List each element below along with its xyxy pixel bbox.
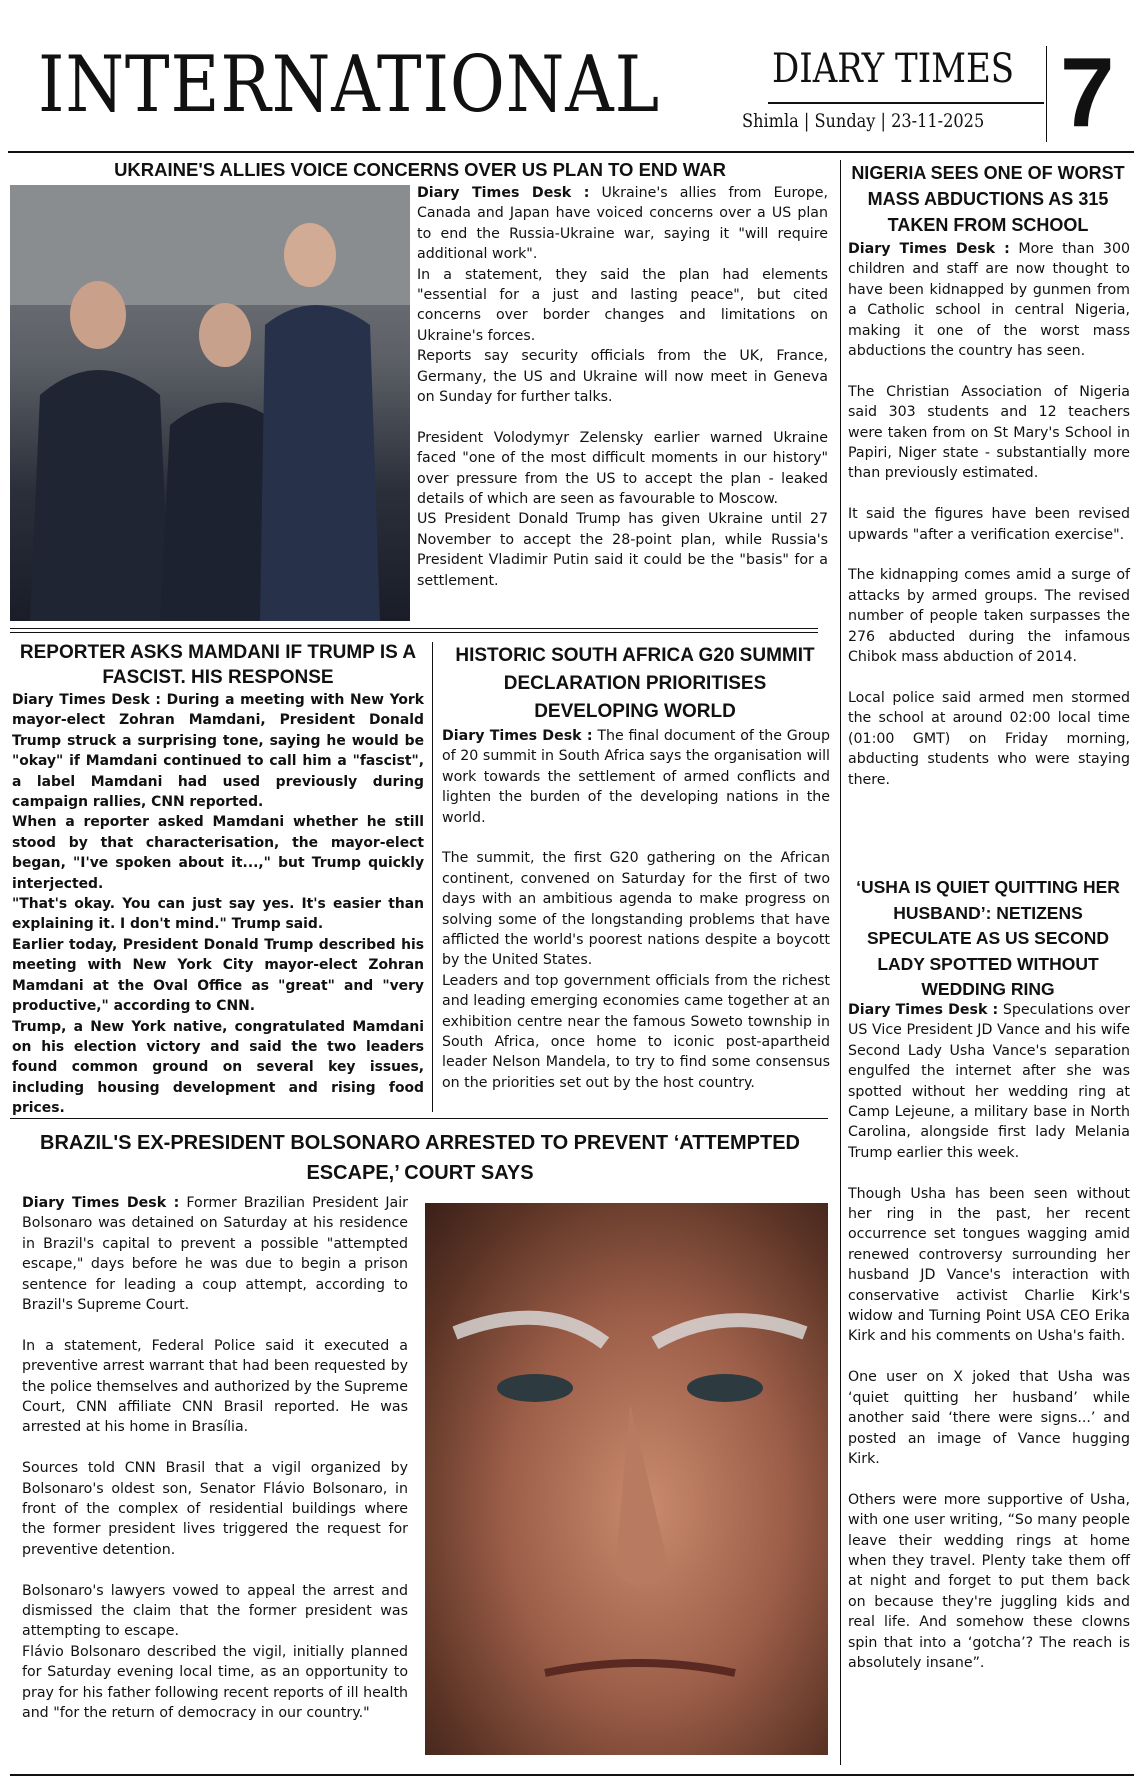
page-number: 7 <box>1060 37 1115 147</box>
article-usha <box>848 1000 1130 1673</box>
divider <box>768 102 1044 104</box>
byline: Diary Times Desk : <box>22 1195 180 1211</box>
byline: Diary Times Desk : <box>848 241 1010 257</box>
divider <box>10 628 818 629</box>
article-mamdani <box>12 690 424 1119</box>
headline-mamdani: REPORTER ASKS MAMDANI IF TRUMP IS A FASCIST. HIS RESPONSE <box>19 642 417 688</box>
byline: Diary Times Desk : <box>12 692 161 708</box>
article-ukraine <box>417 183 828 591</box>
byline: Diary Times Desk : <box>442 728 593 744</box>
article-g20 <box>442 726 830 1093</box>
divider <box>10 1118 828 1119</box>
photo-world-leaders <box>10 185 410 621</box>
byline: Diary Times Desk : <box>848 1002 999 1018</box>
section-title: INTERNATIONAL <box>38 40 660 130</box>
paragraph: Though Usha has been seen without her ring in the past, her recent occurrence set tongues wagging amid renewed controversy surrounding her husband JD Vance's interaction with conservative activist Charlie Kirk's widow and Turning Point USA CEO Erika Kirk and his comments on Usha's faith. <box>848 1185 1130 1345</box>
masthead-rule <box>8 151 1134 153</box>
paragraph: Bolsonaro's lawyers vowed to appeal the arrest and dismissed the claim that the former president was attempting to escape. <box>22 1582 408 1640</box>
photo-bolsonaro <box>425 1203 828 1755</box>
paragraph: "That's okay. You can just say yes. It's easier than explaining it. I don't mind." Trump said. <box>12 896 424 933</box>
paragraph: The final document of the Group of 20 summit in South Africa says the organisation will work towards the settlement of armed conflicts and lighten the burden of the developing nations in the world. <box>442 728 831 826</box>
paragraph: Ukraine's allies from Europe, Canada and Japan have voiced concerns over a US plan to end the Russia-Ukraine war, saying it "will require additional work". <box>417 185 828 263</box>
column-divider <box>840 160 841 1765</box>
paragraph: In a statement, they said the plan had elements "essential for a just and lasting peace", but cited concerns over border changes and limitations on Ukraine's forces. <box>417 266 828 344</box>
paragraph: Others were more supportive of Usha, with one user writing, “So many people leave their wedding rings at home when they travel. Plenty take them off at night and forget to put them back on because they're juggling kids and real life. And somehow these clowns spin that into a ‘gotcha’? The reach is absolutely insane”. <box>848 1491 1130 1671</box>
paragraph: Former Brazilian President Jair Bolsonaro was detained on Saturday at his residence in Brazil's capital to prevent a possible "attempted escape," days before he was due to begin a prison sentence for leading a coup attempt, according to Brazil's Supreme Court. <box>22 1195 408 1314</box>
paragraph: Earlier today, President Donald Trump described his meeting with New York City mayor-elect Zohran Mamdani at the Oval Office as "great" and "very productive," according to CNN. <box>12 936 424 1015</box>
paragraph: The Christian Association of Nigeria said 303 students and 12 teachers were taken from on St Mary's School in Papiri, Niger state - substantially more than previously estimated. <box>848 383 1130 482</box>
divider <box>1046 46 1047 142</box>
headline-ukraine: UKRAINE'S ALLIES VOICE CONCERNS OVER US PLAN TO END WAR <box>114 159 726 180</box>
paragraph: One user on X joked that Usha was ‘quiet quitting her husband’ while another said ‘there were signs...’ and posted an image of Vance hugging Kirk. <box>848 1369 1130 1467</box>
dateline: Shimla | Sunday | 23-11-2025 <box>742 110 985 132</box>
divider <box>432 642 433 1112</box>
headline-nigeria: NIGERIA SEES ONE OF WORST MASS ABDUCTIONS AS 315 TAKEN FROM SCHOOL <box>851 163 1125 235</box>
paragraph: Trump, a New York native, congratulated Mamdani on his election victory and said the two leaders found common ground on several key issues, including housing development and rising food prices. <box>12 1018 424 1117</box>
paragraph: Flávio Bolsonaro described the vigil, initially planned for Saturday evening local time, as an opportunity to pray for his father following recent reports of ill health and "for the return of democracy in our country." <box>22 1643 408 1722</box>
paragraph: In a statement, Federal Police said it executed a preventive arrest warrant that had been requested by the police themselves and authorized by the Supreme Court, CNN affiliate CNN Brasil reported. He was arrested at his home in Brasília. <box>22 1337 408 1436</box>
headline-g20: HISTORIC SOUTH AFRICA G20 SUMMIT DECLARATION PRIORITISES DEVELOPING WORLD <box>455 645 815 722</box>
paragraph: Leaders and top government officials from the richest and leading emerging economies came together at an exhibition centre near the famous Soweto township in South Africa, once home to iconic post-apartheid leader Nelson Mandela, to try to find some consensus on the priorities set out by the host country. <box>442 972 830 1091</box>
paragraph: US President Donald Trump has given Ukraine until 27 November to accept the 28-point plan, while Russia's President Vladimir Putin said it could be the "basis" for a settlement. <box>417 511 828 589</box>
portrait-illustration <box>425 1203 828 1755</box>
paragraph: The kidnapping comes amid a surge of attacks by armed groups. The revised number of people taken surpasses the 276 abducted during the infamous Chibok mass abduction of 2014. <box>848 567 1130 666</box>
paragraph: Speculations over US Vice President JD Vance and his wife Second Lady Usha Vance's separation engulfed the internet after she was spotted without her wedding ring at Camp Lejeune, a military base in North Carolina, alongside first lady Melania Trump earlier this week. <box>848 1002 1130 1161</box>
paragraph: Sources told CNN Brasil that a vigil organized by Bolsonaro's oldest son, Senator Flávio Bolsonaro, in front of the complex of residential buildings where the former president lives triggered the request for preventive detention. <box>22 1460 408 1558</box>
paragraph: Reports say security officials from the UK, France, Germany, the US and Ukraine will now meet in Geneva on Sunday for further talks. <box>417 348 828 406</box>
headline-usha: ‘USHA IS QUIET QUITTING HER HUSBAND’: NETIZENS SPECULATE AS US SECOND LADY SPOTTED WITHOUT WEDDING RING <box>856 877 1120 999</box>
paragraph: More than 300 children and staff are now thought to have been kidnapped by gunmen from a Catholic school in central Nigeria, making it one of the worst mass abductions the country has seen. <box>848 241 1130 360</box>
article-bolsonaro <box>22 1193 408 1724</box>
newspaper-name: DIARY TIMES <box>772 46 1015 92</box>
leaders-illustration <box>10 185 410 621</box>
paragraph: During a meeting with New York mayor-elect Zohran Mamdani, President Donald Trump struck a surprising tone, saying he would be "okay" if Mamdani continued to call him a "fascist", a label Mamdani had used previously during campaign rallies, CNN reported. <box>12 692 424 811</box>
paragraph: When a reporter asked Mamdani whether he still stood by that characterisation, the mayor-elect began, "I've spoken about it...," but Trump quickly interjected. <box>12 814 424 892</box>
bottom-rule <box>10 1774 1134 1776</box>
article-nigeria <box>848 239 1130 790</box>
headline-bolsonaro: BRAZIL'S EX-PRESIDENT BOLSONARO ARRESTED TO PREVENT ‘ATTEMPTED ESCAPE,’ COURT SAYS <box>40 1132 800 1184</box>
divider <box>10 632 818 633</box>
byline: Diary Times Desk : <box>417 185 590 201</box>
paragraph: Local police said armed men stormed the school at around 02:00 local time (01:00 GMT) on Friday morning, abducting students who were staying there. <box>848 689 1130 788</box>
paragraph: President Volodymyr Zelensky earlier warned Ukraine faced "one of the most difficult moments in our history" over pressure from the US to accept the plan - leaked details of which are seen as favourable to Moscow. <box>417 429 828 508</box>
paragraph: It said the figures have been revised upwards "after a verification exercise". <box>848 506 1130 543</box>
paragraph: The summit, the first G20 gathering on the African continent, convened on Saturday for the first of two days with an ambitious agenda to make progress on solving some of the longstanding problems that have afflicted the world's poorest nations despite a boycott by the United States. <box>442 850 830 969</box>
